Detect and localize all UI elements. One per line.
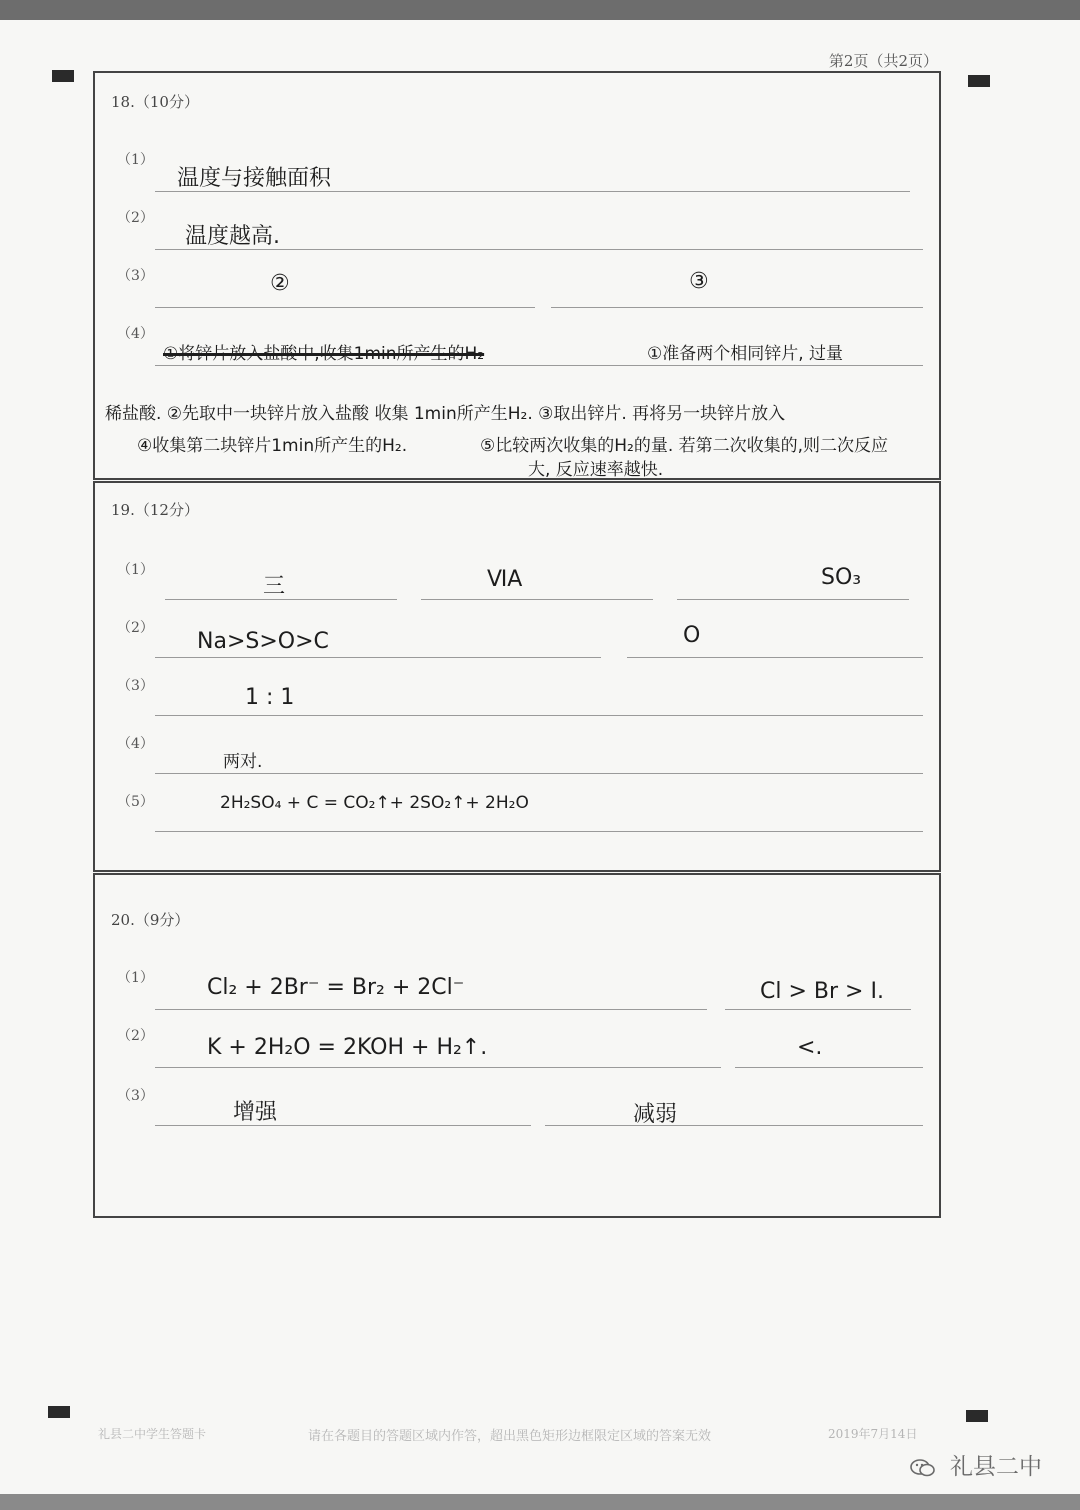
q18-answer-4-line-1: ①准备两个相同锌片, 过量 [647,344,844,364]
q19-label-3: （3） [117,678,154,694]
q19-label-1: （1） [117,562,154,578]
q19-answer-2b: O [683,623,701,648]
q18-label-4: （4） [117,326,154,342]
q19-line-1c [677,599,909,600]
q18-line-3-right [551,307,923,308]
q18-line-1 [155,191,910,192]
q18-label-3: （3） [117,268,154,284]
q20-line-3b [545,1125,923,1126]
registration-mark-bottom-right [966,1410,988,1422]
q18-answer-4-line-3b: ⑤比较两次收集的H₂的量. 若第二次收集的,则二次反应 [480,436,889,456]
q18-label-2: （2） [117,210,154,226]
wechat-icon [909,1458,937,1478]
q19-line-2a [155,657,601,658]
q18-line-2 [155,249,923,250]
wechat-watermark [909,1448,1042,1481]
q20-line-1b [725,1009,911,1010]
q19-line-2b [627,657,923,658]
q18-answer-4-line-3a: ④收集第二块锌片1min所产生的H₂. [137,436,408,456]
question-19-box [93,481,941,872]
q20-answer-2a: K + 2H₂O = 2KOH + H₂↑. [207,1035,488,1060]
q18-answer-2: 温度越高. [185,224,280,249]
q20-line-1a [155,1009,707,1010]
q18-answer-4-line-2: 稀盐酸. ②先取中一块锌片放入盐酸 收集 1min所产生H₂. ③取出锌片. 再将另一块锌片放入 [105,404,786,424]
top-scan-border [0,0,1080,20]
q20-answer-3a: 增强 [233,1100,278,1125]
q19-label-5: （5） [117,794,154,810]
q19-label-4: （4） [117,736,154,752]
q19-answer-3: 1 : 1 [245,685,295,710]
q20-label-1: （1） [117,970,154,986]
registration-mark-top-left [52,70,74,82]
footer-center-text: 请在各题目的答题区域内作答，超出黑色矩形边框限定区域的答案无效 [308,1429,712,1444]
q20-answer-1a: Cl₂ + 2Br⁻ = Br₂ + 2Cl⁻ [207,975,465,1000]
q19-answer-1c: SO₃ [821,565,862,590]
q19-answer-1a: 三 [263,574,286,599]
q19-answer-1b: ⅥA [487,567,523,592]
q19-answer-5: 2H₂SO₄ + C = CO₂↑+ 2SO₂↑+ 2H₂O [220,793,529,813]
bottom-scan-border [0,1494,1080,1510]
footer-date-text: 2019年7月14日 [828,1427,918,1441]
q18-answer-4-line-4: 大, 反应速率越快. [528,460,664,480]
q19-line-1b [421,599,653,600]
q20-answer-2b: <. [797,1035,823,1060]
q19-line-4 [155,773,923,774]
question-18-box [93,71,941,480]
registration-mark-bottom-left [48,1406,70,1418]
question-20-box [93,873,941,1218]
q20-line-3a [155,1125,531,1126]
q19-answer-2a: Na>S>O>C [197,629,329,654]
question-20-title: 20.（9分） [111,911,190,929]
q20-line-2a [155,1067,721,1068]
q20-line-2b [735,1067,923,1068]
q18-answer-3-left: ② [270,271,290,296]
q20-answer-3b: 减弱 [633,1102,678,1127]
q18-answer-1: 温度与接触面积 [177,166,332,191]
q18-line-3-left [155,307,535,308]
q20-label-2: （2） [117,1028,154,1044]
q19-answer-4: 两对. [223,752,263,772]
question-19-title: 19.（12分） [111,501,199,519]
q20-label-3: （3） [117,1088,154,1104]
page-number: 第2页（共2页） [828,52,938,70]
question-18-title: 18.（10分） [111,93,199,111]
q18-answer-4-struck: ①将锌片放入盐酸中,收集1min所产生的H₂ [163,344,485,364]
registration-mark-top-right [968,75,990,87]
q20-answer-1b: Cl > Br > I. [760,979,884,1004]
watermark-text: 礼县二中 [950,1454,1042,1480]
q18-line-4 [155,365,923,366]
q19-line-3 [155,715,923,716]
q19-line-1a [165,599,397,600]
q19-line-5 [155,831,923,832]
q18-answer-3-right: ③ [689,269,709,294]
q19-label-2: （2） [117,620,154,636]
q18-label-1: （1） [117,152,154,168]
footer-left-text: 礼县二中学生答题卡 [98,1427,207,1441]
